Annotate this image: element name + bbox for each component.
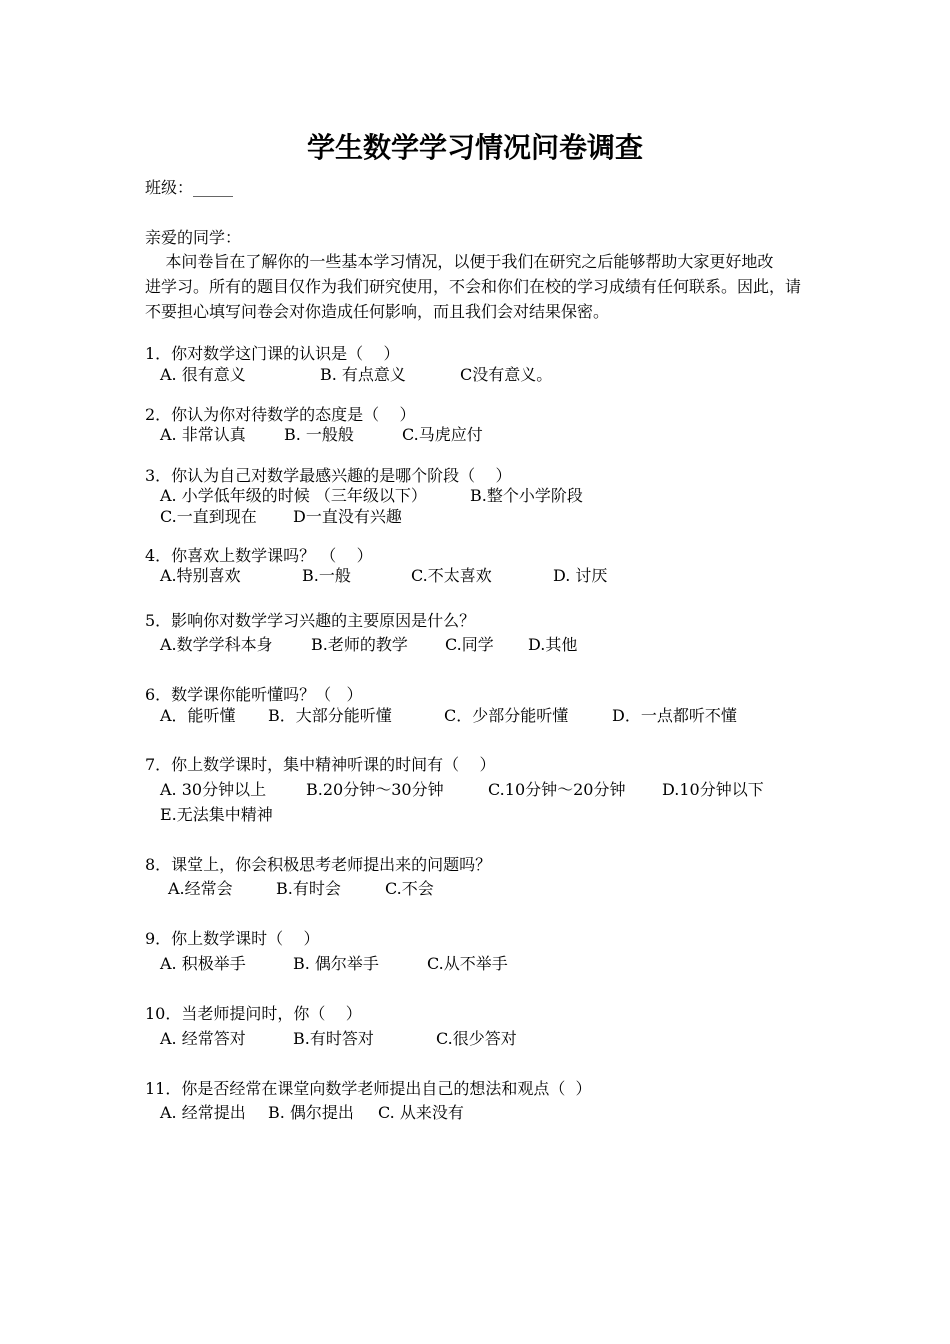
option: A.数学学科本身 — [160, 635, 273, 654]
option: B.有时会 — [276, 879, 341, 898]
option: A. 非常认真 — [160, 425, 246, 444]
option: B. 有点意义 — [320, 365, 406, 384]
intro-line-2: 进学习。所有的题目仅作为我们研究使用，不会和你们在校的学习成绩有任何联系。因此，请 — [145, 277, 802, 296]
option: D.10分钟以下 — [662, 780, 764, 799]
option: C.一直到现在 — [160, 507, 257, 526]
greeting: 亲爱的同学： — [145, 228, 242, 247]
question-9: 9．你上数学课时（ ） — [145, 929, 320, 948]
option: B.整个小学阶段 — [470, 486, 583, 505]
page-title: 学生数学学习情况问卷调查 — [306, 131, 643, 164]
option: B. 偶尔举手 — [293, 954, 379, 973]
question-3: 3．你认为自己对数学最感兴趣的是哪个阶段（ ） — [145, 466, 512, 485]
intro-line-1: 本问卷旨在了解你的一些基本学习情况，以便于我们在研究之后能够帮助大家更好地改 — [145, 252, 774, 271]
option: E.无法集中精神 — [160, 805, 273, 824]
option: C.从不举手 — [427, 954, 508, 973]
option: B.老师的教学 — [311, 635, 408, 654]
option: C．少部分能听懂 — [444, 706, 569, 725]
option: A. 很有意义 — [160, 365, 246, 384]
option: A. 30分钟以上 — [160, 780, 267, 799]
option: C.10分钟～20分钟 — [488, 780, 626, 799]
option: B. 偶尔提出 — [268, 1103, 354, 1122]
option: A.经常会 — [168, 879, 233, 898]
option: B.有时答对 — [293, 1029, 374, 1048]
option: C.不太喜欢 — [411, 566, 492, 585]
option: B. 一般般 — [284, 425, 354, 444]
option: D．一点都听不懂 — [612, 706, 737, 725]
question-10: 10．当老师提问时，你（ ） — [145, 1004, 362, 1023]
option: A. 经常提出 — [160, 1103, 246, 1122]
option: D一直没有兴趣 — [293, 507, 402, 526]
question-1: 1．你对数学这门课的认识是（ ） — [145, 344, 400, 363]
option: C.马虎应付 — [402, 425, 483, 444]
question-4: 4．你喜欢上数学课吗？ （ ） — [145, 546, 373, 565]
class-field-label: 班级：_____ — [145, 178, 234, 197]
option: B.20分钟～30分钟 — [306, 780, 444, 799]
question-11: 11．你是否经常在课堂向数学老师提出自己的想法和观点（ ） — [145, 1079, 592, 1098]
option: A. 经常答对 — [160, 1029, 246, 1048]
question-2: 2．你认为你对待数学的态度是（ ） — [145, 405, 416, 424]
option: D. 讨厌 — [553, 566, 608, 585]
intro-line-3: 不要担心填写问卷会对你造成任何影响，而且我们会对结果保密。 — [145, 302, 610, 321]
question-8: 8．课堂上，你会积极思考老师提出来的问题吗？ — [145, 855, 492, 874]
question-11-options — [160, 1103, 464, 1203]
option: C.不会 — [385, 879, 434, 898]
option: C没有意义。 — [460, 365, 553, 384]
question-7: 7．你上数学课时，集中精神听课的时间有（ ） — [145, 755, 496, 774]
option: B．大部分能听懂 — [268, 706, 392, 725]
option: A.特别喜欢 — [160, 566, 241, 585]
option: A. 积极举手 — [160, 954, 246, 973]
option: B.一般 — [302, 566, 351, 585]
question-5: 5．影响你对数学学习兴趣的主要原因是什么？ — [145, 611, 476, 630]
option: C.同学 — [445, 635, 494, 654]
option: A．能听懂 — [160, 706, 236, 725]
option: A. 小学低年级的时候 （三年级以下） — [160, 486, 427, 505]
option: C.很少答对 — [436, 1029, 517, 1048]
question-6: 6．数学课你能听懂吗？（ ） — [145, 685, 363, 704]
option: D.其他 — [528, 635, 578, 654]
option: C. 从来没有 — [378, 1103, 464, 1122]
